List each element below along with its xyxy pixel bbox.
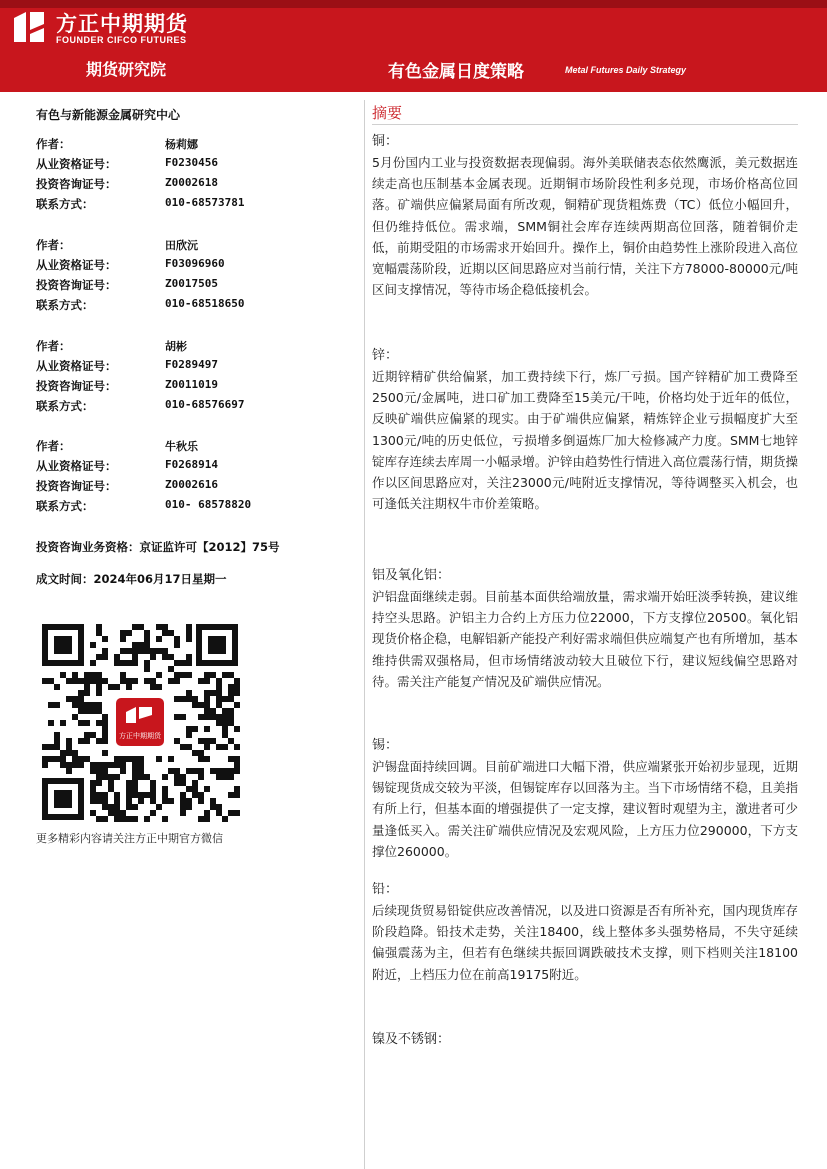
company-logo-icon [12, 10, 46, 44]
contact-label: 联系方式： [36, 197, 94, 211]
section-heading: 铅： [372, 882, 399, 897]
section-body: 后续现货贸易铅锭供应改善情况，以及进口资源是否有所补充，国内现货库存阶段趋降。铅技术走势，关注18400，线上整体多头强势格局，不失守延续偏强震荡为主，但若有色继续共振回调跌破技术支撑，则下档则关注18100附近，上档压力位在前高19175附近。 [372, 903, 798, 982]
author-label: 作者： [36, 238, 71, 252]
brand-name-english: FOUNDER CIFCO FUTURES [56, 35, 187, 45]
contact-phone: 010-68518650 [165, 297, 245, 310]
report-header [0, 0, 827, 92]
qr-caption: 更多精彩内容请关注方正中期官方微信 [36, 832, 223, 845]
consulting-label: 投资咨询证号： [36, 177, 117, 191]
section-body: 沪锡盘面持续回调。目前矿端进口大幅下滑，供应端紧张开始初步显现，近期锡锭现货成交较为平淡，但锡锭库存以回落为主。当下市场情绪不稳，且美指有所上行，但基本面的增强提供了一定支撑，建议暂时观望为主，激进者可少量逢低买入。需关注矿端供应情况及宏观风险，上方压力位290000，下方支撑位260000。 [372, 759, 798, 859]
publish-date: 成文时间：2024年06月17日星期一 [36, 572, 227, 586]
zinc-section [372, 346, 798, 514]
author-name: 胡彬 [165, 340, 187, 353]
section-heading: 锌： [372, 348, 399, 363]
report-title: 有色金属日度策略 [388, 62, 524, 82]
qualification-label: 从业资格证号： [36, 157, 117, 171]
section-body: 近期锌精矿供给偏紧，加工费持续下行，炼厂亏损。国产锌精矿加工费降至2500元/金属吨，进口矿加工费降至15美元/干吨，价格均处于近年的低位，反映矿端供应偏紧的现实。由于矿端供应偏紧，精炼锌企业亏损幅度扩大至1300元/吨的历史低位，亏损增多倒逼炼厂加大检修减产力度。SMM七地锌锭库存连续去库周一小幅录增。沪锌由趋势性行情进入高位震荡行情，期货操作以区间思路应对，关注23000元/吨附近支撑情况，等待调整买入机会，也可逢低关注期权牛市价差策略。 [372, 369, 798, 512]
consulting-number: Z0002616 [165, 478, 218, 491]
analyst-block [36, 136, 356, 216]
section-heading: 镍及不锈钢： [372, 1032, 451, 1047]
copper-section [372, 132, 798, 300]
author-label: 作者： [36, 339, 71, 353]
section-heading: 铝及氧化铝： [372, 568, 451, 583]
consulting-number: Z0002618 [165, 176, 218, 189]
tin-section [372, 736, 798, 862]
qualification-number: F03096960 [165, 257, 225, 270]
qr-logo-text: 方正中期期货 [119, 732, 161, 740]
qualification-label: 从业资格证号： [36, 359, 117, 373]
section-heading: 锡： [372, 738, 399, 753]
lead-section [372, 880, 798, 985]
contact-phone: 010- 68578820 [165, 498, 252, 511]
analyst-block [36, 237, 356, 317]
wechat-qr-code[interactable] [40, 622, 240, 822]
qualification-label: 从业资格证号： [36, 459, 117, 473]
contact-label: 联系方式： [36, 499, 94, 513]
qualification-number: F0289497 [165, 358, 218, 371]
contact-phone: 010-68573781 [165, 196, 245, 209]
author-name: 杨莉娜 [165, 138, 198, 151]
qualification-number: F0268914 [165, 458, 218, 471]
author-name: 田欣沅 [165, 239, 198, 252]
contact-phone: 010-68576697 [165, 398, 245, 411]
brand-name: 方正中期期货 [56, 12, 188, 36]
consulting-number: Z0011019 [165, 378, 218, 391]
consulting-label: 投资咨询证号： [36, 479, 117, 493]
consulting-number: Z0017505 [165, 277, 218, 290]
nickel-section [372, 1030, 798, 1050]
department-name: 有色与新能源金属研究中心 [36, 108, 181, 122]
contact-label: 联系方式： [36, 399, 94, 413]
section-body: 5月份国内工业与投资数据表现偏弱。海外美联储表态依然鹰派，美元数据连续走高也压制基本金属表现。近期铜市场阶段性利多兑现，市场价格高位回落。矿端供应偏紧局面有所改观，铜精矿现货粗炼费（TC）低位小幅回升，但仍维持低位。需求端，SMM铜社会库存连续两期高位回落，随着铜价走低，前期受阻的市场需求开始回升。操作上，铜价由趋势性上涨阶段进入高位宽幅震荡阶段，近期以区间思路应对当前行情，关注下方78000-80000元/吨区间支撑情况，等待市场企稳低接机会。 [372, 155, 798, 298]
analyst-block [36, 338, 356, 418]
qualification-label: 从业资格证号： [36, 258, 117, 272]
aluminum-section [372, 566, 798, 692]
consulting-label: 投资咨询证号： [36, 278, 117, 292]
report-title-english: Metal Futures Daily Strategy [565, 65, 687, 75]
header-top-band [0, 0, 827, 8]
section-heading: 铜： [372, 134, 399, 149]
column-divider [364, 100, 365, 1169]
contact-label: 联系方式： [36, 298, 94, 312]
summary-divider [372, 124, 798, 125]
author-label: 作者： [36, 439, 71, 453]
consulting-label: 投资咨询证号： [36, 379, 117, 393]
institute-title: 期货研究院 [86, 60, 167, 79]
analyst-block [36, 438, 356, 518]
author-name: 牛秋乐 [165, 440, 198, 453]
author-label: 作者： [36, 137, 71, 151]
qualification-number: F0230456 [165, 156, 218, 169]
section-body: 沪铝盘面继续走弱。目前基本面供给端放量，需求端开始旺淡季转换，建议维持空头思路。沪铝主力合约上方压力位22000，下方支撑位20500。氧化铝现货价格企稳，电解铝新产能投产利好需求端但供应端复产也有所增加，基本维持供需双强格局，但市场情绪波动较大且破位下行，建议短线偏空思路对待。需关注产能复产情况及矿端供应情况。 [372, 589, 798, 689]
business-license: 投资咨询业务资格：京证监许可【2012】75号 [36, 540, 280, 554]
summary-title: 摘要 [372, 104, 403, 122]
